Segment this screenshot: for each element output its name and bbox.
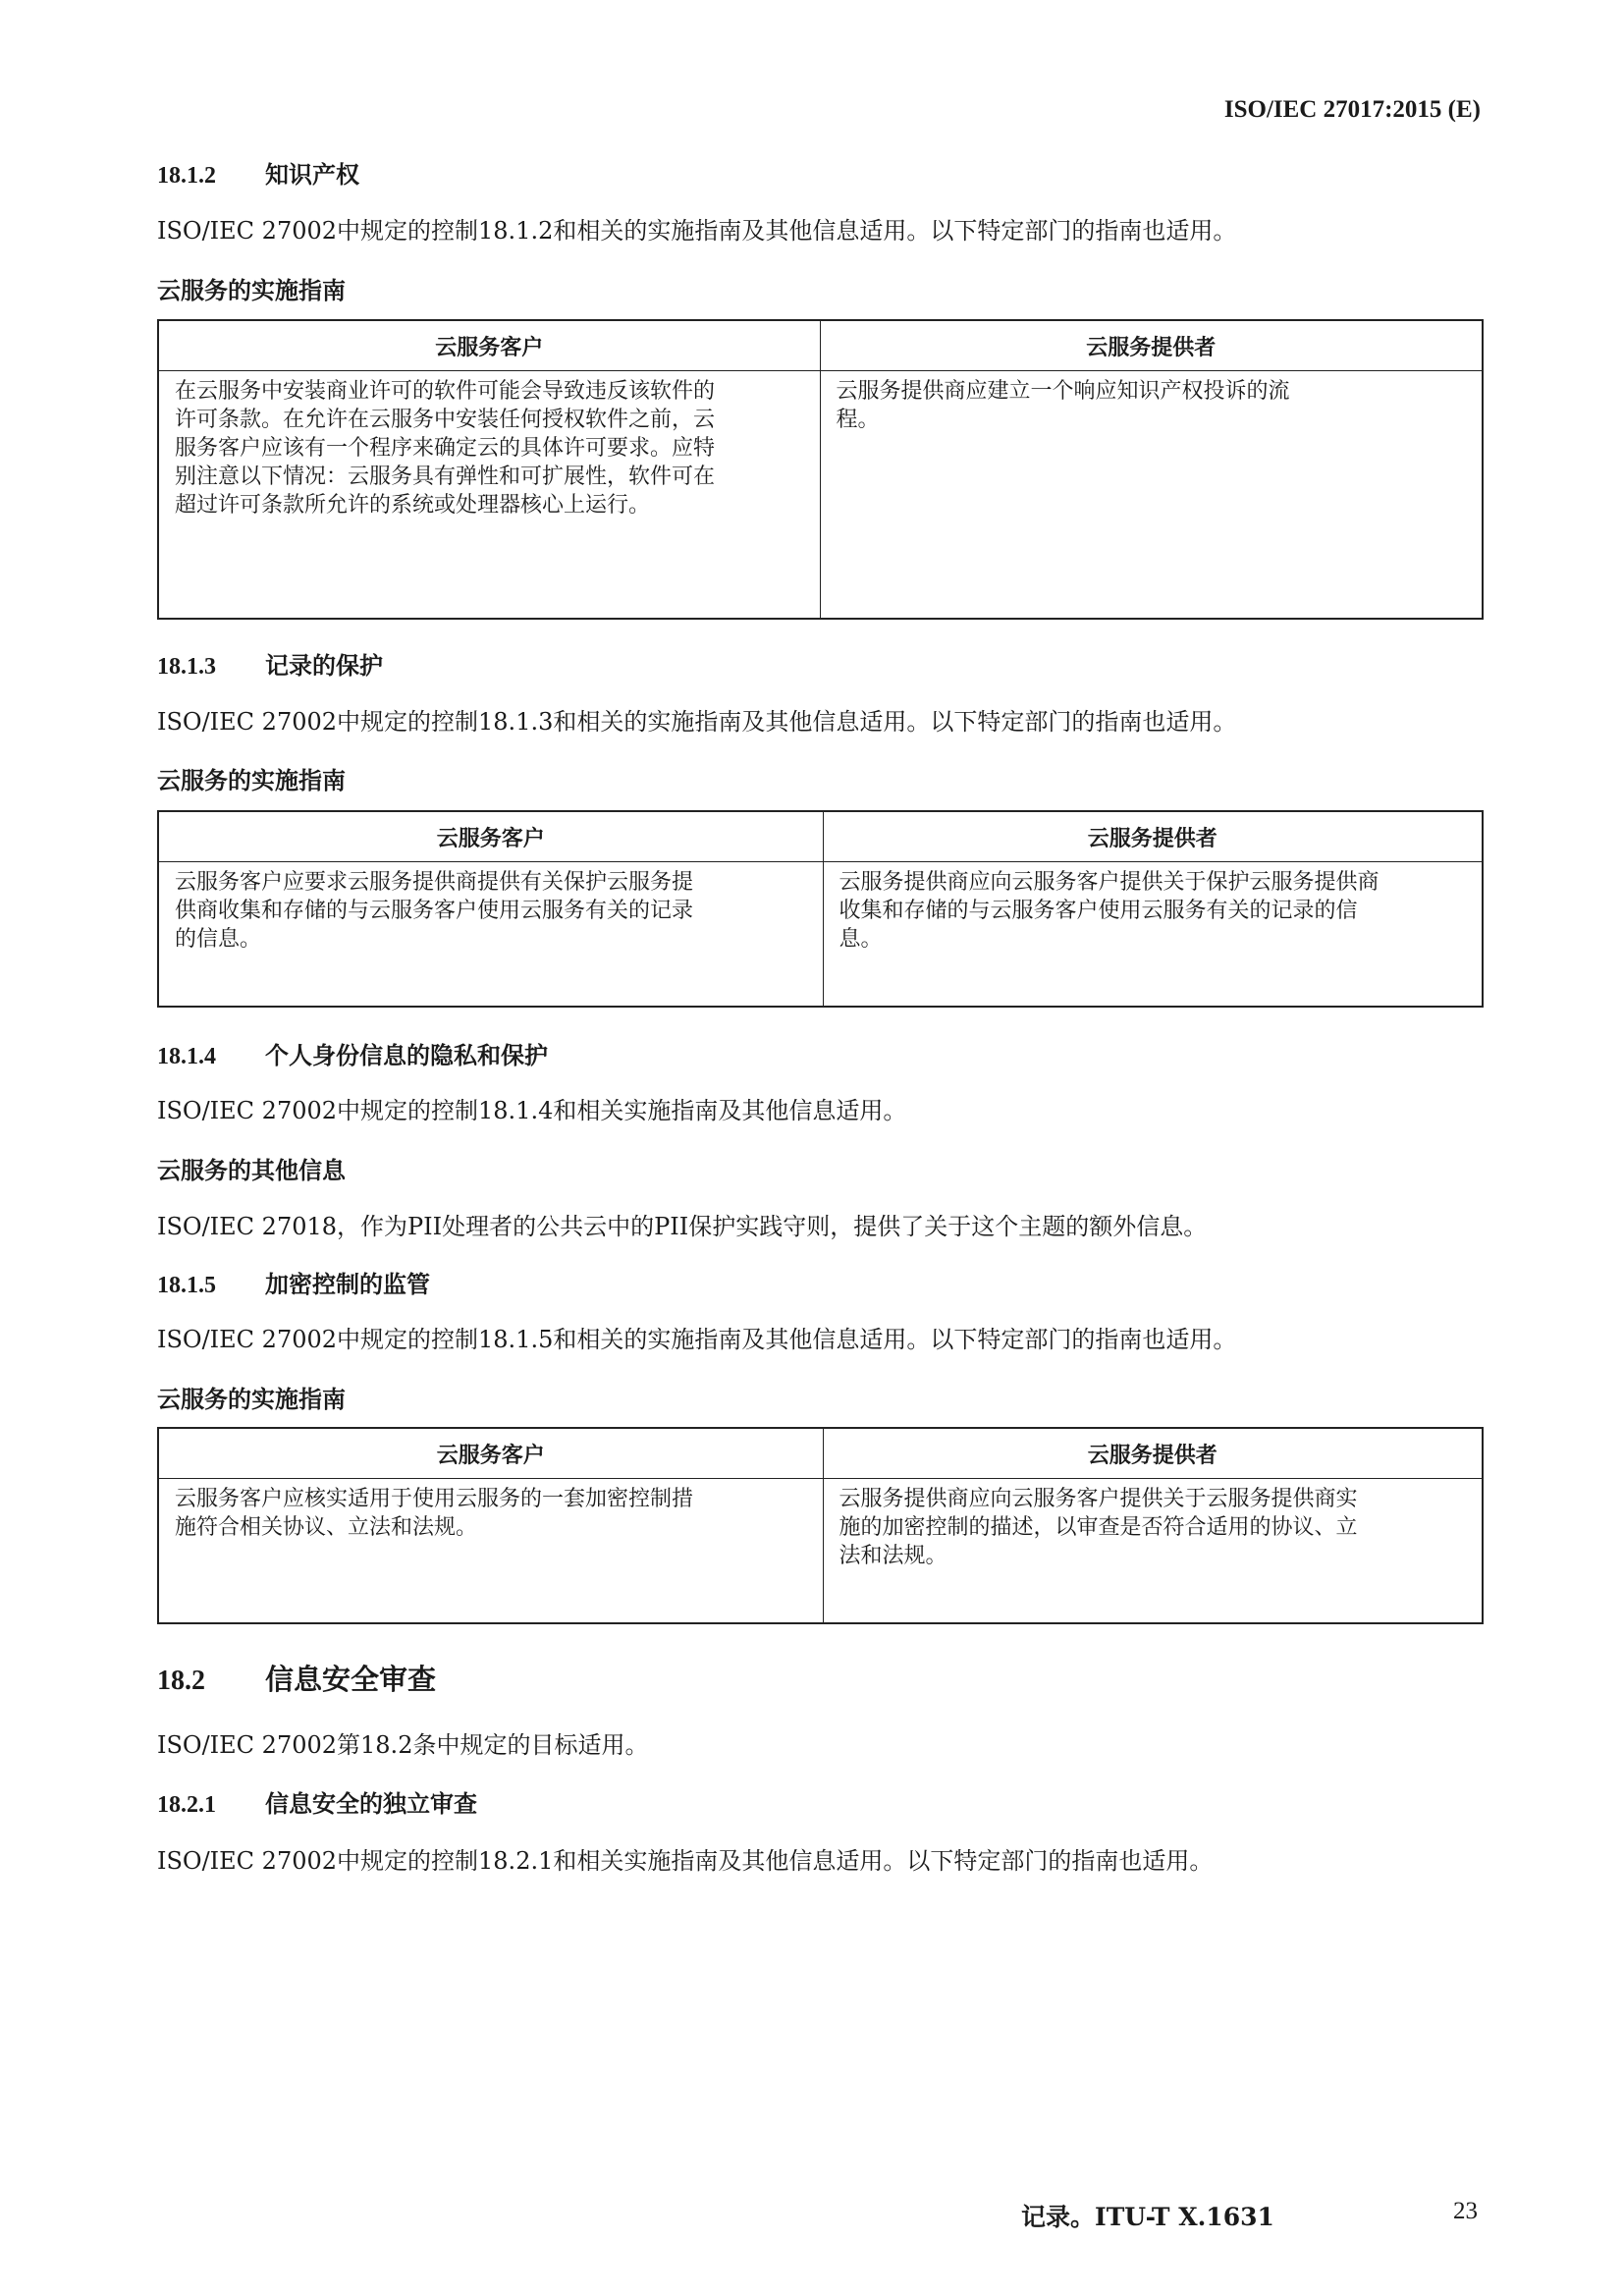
- table-row: [158, 1479, 1483, 1623]
- customer-guidance-cell: 云服务客户应核实适用于使用云服务的一套加密控制措 施符合相关协议、立法和法规。: [158, 1479, 823, 1623]
- section-number: 18.1.4: [157, 1044, 216, 1069]
- customer-guidance-cell: 云服务客户应要求云服务提供商提供有关保护云服务提 供商收集和存储的与云服务客户使用云服务有关的记录 的信息。: [158, 862, 823, 1007]
- section-title: 加密控制的监管: [265, 1270, 430, 1298]
- section-title: 信息安全的独立审查: [265, 1789, 477, 1818]
- section-title: 个人身份信息的隐私和保护: [265, 1041, 548, 1069]
- section-paragraph: ISO/IEC 27002中规定的控制18.1.3和相关的实施指南及其他信息适用。以下特定部门的指南也适用。: [157, 708, 1237, 736]
- table-header-row: [158, 320, 1483, 371]
- footer-record: 记录。ITU-T X.1631: [1021, 2203, 1274, 2231]
- section-number: 18.1.2: [157, 163, 216, 189]
- section-heading: [157, 1784, 477, 1819]
- section-number: 18.2: [157, 1666, 205, 1696]
- customer-guidance-cell: 在云服务中安装商业许可的软件可能会导致违反该软件的 许可条款。在允许在云服务中安装任何授权软件之前，云 服务客户应该有一个程序来确定云的具体许可要求。应特 别注意以下情况：云服务具有弹性和可扩展性，软件可在 超过许可条款所允许的系统或处理器核心上运行。: [158, 371, 820, 619]
- provider-guidance-cell: 云服务提供商应向云服务客户提供关于保护云服务提供商 收集和存储的与云服务客户使用云服务有关的记录的信 息。: [823, 862, 1483, 1007]
- guidance-subheading: 云服务的实施指南: [157, 766, 346, 794]
- provider-guidance-cell: 云服务提供商应建立一个响应知识产权投诉的流 程。: [820, 371, 1483, 619]
- section-title: 信息安全审查: [265, 1663, 437, 1696]
- section-number: 18.1.5: [157, 1273, 216, 1298]
- section-paragraph: ISO/IEC 27002中规定的控制18.1.2和相关的实施指南及其他信息适用。以下特定部门的指南也适用。: [157, 217, 1237, 245]
- section-paragraph: ISO/IEC 27002中规定的控制18.2.1和相关实施指南及其他信息适用。以下特定部门的指南也适用。: [157, 1847, 1214, 1875]
- column-header-customer: 云服务客户: [158, 320, 820, 371]
- table-header-row: [158, 811, 1483, 862]
- column-header-provider: 云服务提供者: [823, 811, 1483, 862]
- table-row: [158, 862, 1483, 1007]
- page-number: 23: [1453, 2198, 1478, 2224]
- table-header-row: [158, 1428, 1483, 1479]
- column-header-customer: 云服务客户: [158, 811, 823, 862]
- guidance-subheading: 云服务的实施指南: [157, 276, 346, 304]
- provider-guidance-cell: 云服务提供商应向云服务客户提供关于云服务提供商实 施的加密控制的描述，以审查是否符合适用的协议、立 法和法规。: [823, 1479, 1483, 1623]
- guidance-table: [157, 319, 1484, 620]
- section-heading: [157, 1036, 548, 1070]
- section-paragraph: ISO/IEC 27002中规定的控制18.1.4和相关实施指南及其他信息适用。: [157, 1097, 907, 1124]
- guidance-table: [157, 810, 1484, 1008]
- column-header-provider: 云服务提供者: [820, 320, 1483, 371]
- table-row: [158, 371, 1483, 619]
- section-number: 18.2.1: [157, 1792, 216, 1818]
- section-title: 知识产权: [265, 160, 359, 189]
- section-heading: [157, 155, 359, 190]
- section-heading: [157, 646, 383, 681]
- guidance-table: [157, 1427, 1484, 1624]
- section-paragraph: ISO/IEC 27002中规定的控制18.1.5和相关的实施指南及其他信息适用。以下特定部门的指南也适用。: [157, 1326, 1237, 1353]
- section-paragraph: ISO/IEC 27002第18.2条中规定的目标适用。: [157, 1731, 649, 1759]
- additional-info-paragraph: ISO/IEC 27018，作为PII处理者的公共云中的PII保护实践守则，提供了关于这个主题的额外信息。: [157, 1213, 1208, 1240]
- section-number: 18.1.3: [157, 654, 216, 680]
- additional-info-subheading: 云服务的其他信息: [157, 1156, 346, 1184]
- section-heading: [157, 1658, 436, 1698]
- column-header-provider: 云服务提供者: [823, 1428, 1483, 1479]
- column-header-customer: 云服务客户: [158, 1428, 823, 1479]
- guidance-subheading: 云服务的实施指南: [157, 1385, 346, 1413]
- section-title: 记录的保护: [265, 651, 383, 680]
- standard-header: ISO/IEC 27017:2015 (E): [1223, 96, 1481, 123]
- section-heading: [157, 1265, 430, 1299]
